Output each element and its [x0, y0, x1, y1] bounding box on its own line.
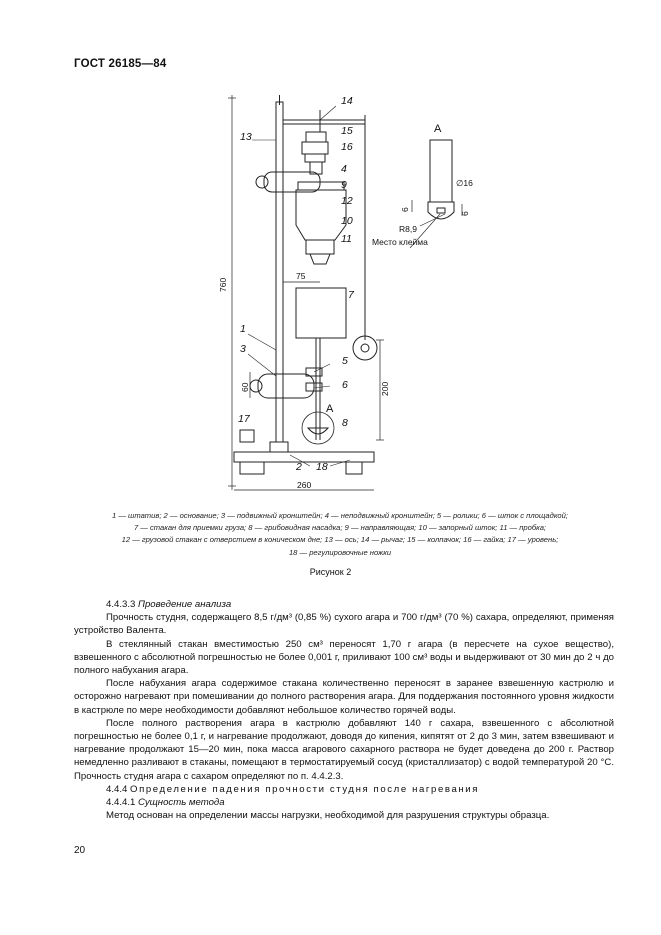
- part-label-18: 18: [316, 461, 328, 473]
- part-label-17: 17: [238, 413, 250, 425]
- paragraph: В стеклянный стакан вместимостью 250 см³ переносят 1,70 г агара (в пересчете на сухое вещество), взвешенного с абсолютной погрешностью не более 0,001 г, приливают 100 см³ воды и выдерживают от 30 мин до 2 ч до полного набухания агара.: [74, 638, 614, 677]
- paragraph: Метод основан на определении массы нагрузки, необходимой для разрушения структуры образца.: [106, 810, 550, 822]
- figure-caption: Рисунок 2: [309, 567, 352, 577]
- part-label-5: 5: [342, 355, 348, 367]
- section-heading: [74, 796, 614, 809]
- detail-reference: A: [326, 403, 334, 415]
- section-title: Сущность метода: [138, 797, 225, 809]
- part-label-9: 9: [341, 179, 347, 191]
- dim-diam16: ∅16: [456, 178, 473, 188]
- part-label-8: 8: [342, 417, 348, 429]
- stamp-label: Место клейма: [372, 237, 428, 247]
- section-number: 4.4.4.1: [106, 797, 136, 809]
- part-label-12: 12: [341, 195, 353, 207]
- figure-legend: [70, 510, 610, 559]
- dim-r89: R8,9: [399, 224, 417, 234]
- legend-line: 12 — грузовой стакан с отверстием в коническом дне; 13 — ось; 14 — рычаг; 15 — колпачок; 16 — гайка; 17 — уровень;: [121, 535, 559, 545]
- part-label-4: 4: [341, 163, 347, 175]
- section-number: 4.4.3.3: [106, 599, 136, 610]
- section-heading: [74, 783, 614, 796]
- dim-width: 260: [297, 480, 312, 490]
- detail-label: A: [434, 123, 442, 135]
- paragraph: После набухания агара содержимое стакана количественно переносят в заранее взвешенную кастрюлю и осторожно нагревают при помешивании до полного растворения агара. Для поддержания постоянного уровня жидкости в кастрюле по мере необходимости добавляют небольшое количество горячей воды.: [74, 678, 614, 716]
- section-title: Определение падения прочности студня после нагревания: [130, 783, 480, 795]
- dim-6a: 6: [400, 207, 410, 212]
- part-label-7: 7: [348, 289, 354, 301]
- part-label-3: 3: [240, 343, 246, 355]
- dim-height: 760: [218, 277, 228, 292]
- dim-75: 75: [296, 271, 306, 281]
- legend-line: 18 — регулировочные ножки: [288, 547, 392, 557]
- part-label-11: 11: [341, 233, 352, 245]
- dim-60: 60: [240, 382, 250, 392]
- section-title: Проведение анализа: [138, 599, 232, 610]
- paragraph: После полного растворения агара в кастрюлю добавляют 140 г сахара, взвешенного с абсолютной погрешностью не более 0,1 г, и нагревание продолжают, доводя до кипения, кипятят от 2 до 3 мин, затем взвешивают и нагревание продолжают 15—20 мин, пока масса агарового сахарного раствора не будет доведена до 200 г. Раствор немедленно разливают в стаканы, помещают в термостатируемый сосуд (кристаллизатор) с водой температурой 20 °С. Прочность студня агара с сахаром определяют по п. 4.4.2.3.: [74, 717, 614, 782]
- section-number: 4.4.4: [106, 783, 128, 795]
- document-header: ГОСТ 26185—84: [74, 58, 167, 70]
- part-label-6: 6: [342, 379, 348, 391]
- part-label-16: 16: [341, 141, 353, 153]
- legend-line: 1 — штатив; 2 — основание; 3 — подвижный кронштейн; 4 — неподвижный кронштейн; 5 — ролики; 6 — шток с площадкой;: [112, 511, 568, 520]
- dim-200: 200: [380, 381, 390, 396]
- part-label-15: 15: [341, 125, 353, 137]
- section-heading: [74, 598, 614, 611]
- part-label-1: 1: [240, 323, 246, 335]
- dim-6b: 6: [460, 211, 470, 216]
- part-label-10: 10: [341, 215, 353, 227]
- paragraph: Прочность студня, содержащего 8,5 г/дм³ (0,85 %) сухого агара и 700 г/дм³ (70 %) сахара, определяют, применяя устройство Валента.: [74, 612, 614, 637]
- page-number: 20: [74, 845, 86, 856]
- document-body: [74, 598, 614, 822]
- part-label-14: 14: [341, 95, 353, 107]
- legend-line: 7 — стакан для приемки груза; 8 — грибовидная насадка; 9 — направляющая; 10 — запорный шток; 11 — пробка;: [133, 523, 547, 533]
- part-label-13: 13: [240, 131, 252, 143]
- part-label-2: 2: [296, 461, 302, 473]
